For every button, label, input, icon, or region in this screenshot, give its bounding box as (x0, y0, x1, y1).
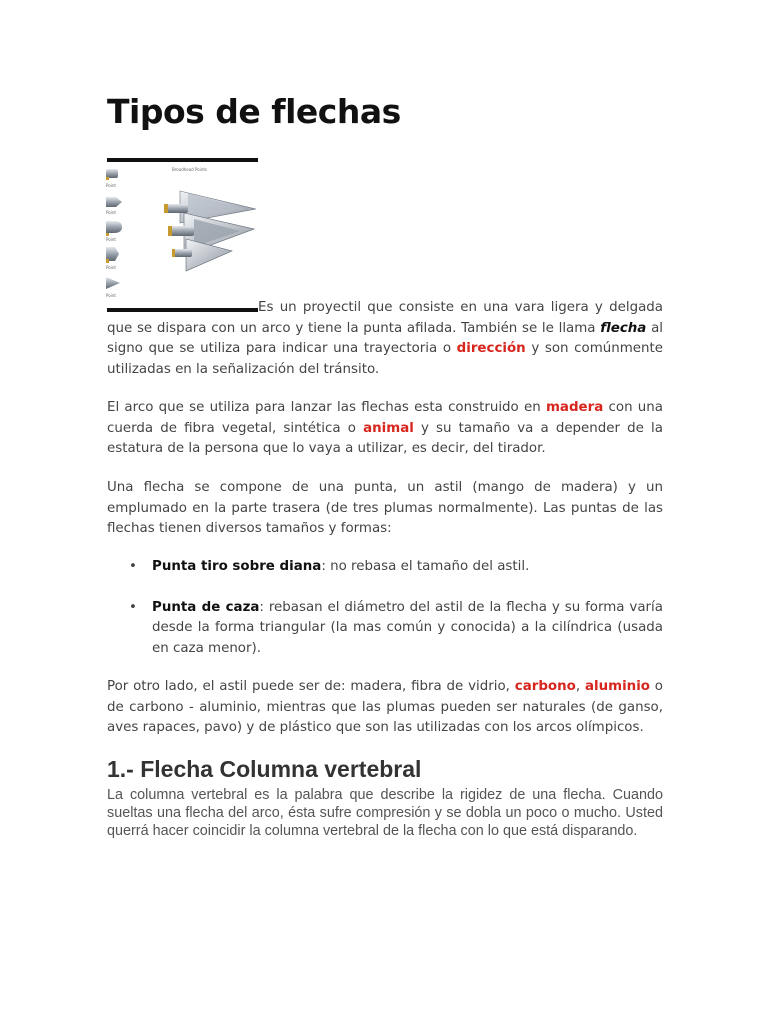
svg-text:Point: Point (106, 210, 116, 215)
bullet-text: : rebasan el diámetro del astil de la flecha y su forma varía desde la forma triangular (la mas común y conocida) a la cilíndrica (usada en caza menor). (152, 599, 663, 656)
bullet-text: : no rebasa el tamaño del astil. (321, 559, 530, 574)
paragraph-text: al signo que se utiliza para indicar una trayectoria o (107, 320, 663, 356)
emphasis-flecha: flecha (600, 320, 647, 336)
paragraph-text: El arco que se utiliza para lanzar las flechas esta construido en (107, 400, 546, 415)
paragraph-text: Por otro lado, el astil puede ser de: madera, fibra de vidrio, (107, 679, 515, 694)
list-item (107, 557, 663, 578)
paragraph-text: y son comúnmente utilizadas en la señalización del tránsito. (107, 341, 663, 377)
paragraph-text: o de carbono - aluminio, mientras que las plumas pueden ser naturales (de ganso, aves rapaces, pavo) y de plástico que son las utilizadas con los arcos olímpicos. (107, 679, 663, 735)
bullet-icon: • (129, 559, 137, 574)
list-item (107, 598, 663, 660)
link-animal[interactable]: animal (363, 420, 414, 436)
link-aluminio[interactable]: aluminio (584, 679, 650, 694)
section-heading: 1.- Flecha Columna vertebral (107, 756, 422, 782)
svg-text:Point: Point (106, 293, 116, 298)
paragraph-text: , (575, 679, 585, 694)
bullet-term: Punta tiro sobre diana (152, 559, 322, 574)
link-madera[interactable]: madera (545, 400, 604, 415)
page-title: Tipos de flechas (107, 92, 401, 131)
paragraph-text: Es un proyectil que consiste en una vara ligera y delgada que se dispara con un arco y tiene la punta afilada. También se le llama (107, 300, 663, 336)
arrowhead-types-list (107, 557, 663, 659)
link-carbono[interactable]: carbono (514, 679, 576, 694)
arrowheads-illustration-icon (104, 163, 260, 305)
paragraph-materiales (107, 677, 663, 739)
bullet-icon: • (129, 599, 137, 615)
paragraph-arco (107, 398, 663, 460)
link-direccion[interactable]: dirección (456, 341, 526, 356)
paragraph-definition (107, 298, 663, 380)
svg-text:Broadhead Points: Broadhead Points (172, 167, 208, 172)
bullet-term: Punta de caza (152, 599, 260, 615)
paragraph-text: con una cuerda de fibra vegetal, sintética o (107, 400, 663, 436)
svg-text:Point: Point (106, 237, 116, 242)
svg-text:Point: Point (106, 183, 116, 188)
paragraph-composicion: Una flecha se compone de una punta, un astil (mango de madera) y un emplumado en la parte trasera (de tres plumas normalmente). Las puntas de las flechas tienen diversos tamaños y formas: (107, 480, 663, 536)
paragraph-text: y su tamaño va a depender de la estatura de la persona que lo vaya a utilizar, es decir, del tirador. (107, 420, 663, 456)
svg-text:Point: Point (106, 265, 116, 270)
figure-top-rule (107, 158, 258, 162)
section-paragraph: La columna vertebral es la palabra que describe la rigidez de una flecha. Cuando sueltas una flecha del arco, ésta sufre compresión y se dobla un poco o mucho. Usted querrá hacer coincidir la columna vertebral de la flecha con lo que está disparando. (107, 787, 663, 839)
